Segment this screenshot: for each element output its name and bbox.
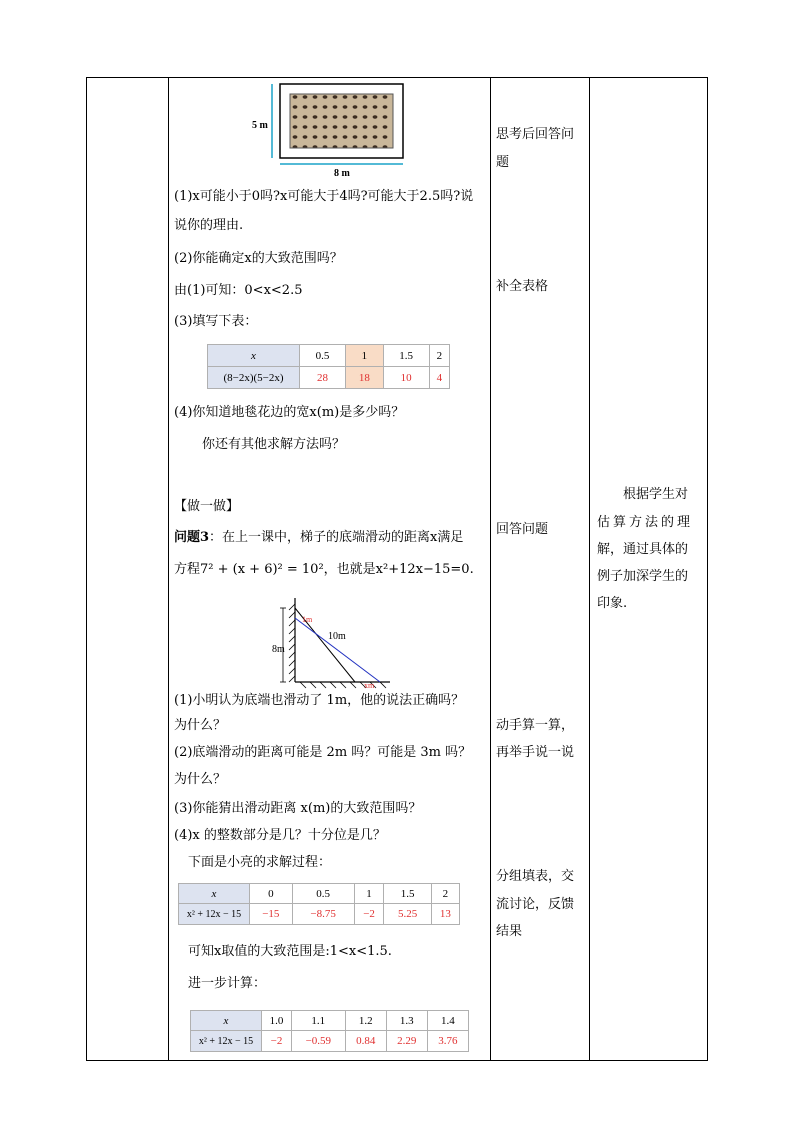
activity-2: 补全表格 bbox=[496, 279, 549, 294]
activity-5-line1: 分组填表，交 bbox=[496, 869, 575, 884]
table-cell: 18 bbox=[346, 367, 384, 389]
table-cell: 0.5 bbox=[292, 884, 354, 904]
table-cell: 0.84 bbox=[345, 1031, 386, 1052]
table-cell: 10 bbox=[383, 367, 429, 389]
problem-text: ：在上一课中，梯子的底端滑动的距离x满足 bbox=[209, 530, 464, 545]
table-cell: 1.5 bbox=[384, 884, 431, 904]
table-3-x-label: x bbox=[191, 1011, 262, 1031]
question-1-line1: (1)x可能小于0吗?x可能大于4吗?可能大于2.5吗?说 bbox=[174, 189, 474, 204]
question-3: (3)填写下表： bbox=[174, 314, 258, 329]
range-result: 可知x取值的大致范围是:1<x<1.5. bbox=[188, 944, 392, 959]
problem-3-line2: 方程7² + (x + 6)² = 10²，也就是x²+12x−15=0. bbox=[174, 562, 474, 577]
carpet-height-label: 5 m bbox=[252, 120, 268, 131]
table-cell: 0.5 bbox=[300, 345, 346, 367]
table-cell: 13 bbox=[431, 904, 459, 925]
ladder-q4: (4)x 的整数部分是几？十分位是几？ bbox=[174, 828, 386, 843]
table-cell: 1 bbox=[346, 345, 384, 367]
table-cell: 28 bbox=[300, 367, 346, 389]
ladder-q1-line2: 为什么？ bbox=[174, 718, 227, 733]
ladder-q3: (3)你能猜出滑动距离 x(m)的大致范围吗？ bbox=[174, 801, 422, 816]
activity-5-line3: 结果 bbox=[496, 924, 523, 939]
activity-1-line1: 思考后回答问 bbox=[496, 127, 575, 142]
ladder-length-label: 10m bbox=[328, 631, 346, 642]
activity-1-line2: 题 bbox=[496, 155, 510, 170]
table-cell: 1.4 bbox=[427, 1011, 468, 1031]
other-method: 你还有其他求解方法吗？ bbox=[202, 437, 346, 452]
table-cell: 1.2 bbox=[345, 1011, 386, 1031]
bottom-slide-label: xm bbox=[364, 681, 375, 690]
intent-line3: 解，通过具体的 bbox=[597, 542, 689, 557]
problem-3-line1 bbox=[174, 530, 463, 546]
range-from-q1: 由(1)可知：0<x<2.5 bbox=[174, 283, 303, 298]
activity-3: 回答问题 bbox=[496, 522, 549, 537]
table-2-expr-label: x² + 12x − 15 bbox=[179, 904, 250, 925]
column-divider bbox=[589, 78, 590, 1060]
ladder-q2-line1: (2)底端滑动的距离可能是 2m 吗？可能是 3m 吗？ bbox=[174, 745, 472, 760]
column-divider bbox=[168, 78, 169, 1060]
solution-process: 下面是小亮的求解过程： bbox=[188, 855, 332, 870]
table-cell: 3.76 bbox=[427, 1031, 468, 1052]
problem-label: 问题3 bbox=[174, 530, 210, 545]
activity-4-line1: 动手算一算， bbox=[496, 718, 575, 733]
table-cell: 2.29 bbox=[386, 1031, 427, 1052]
table-cell: −15 bbox=[250, 904, 293, 925]
activity-4-line2: 再举手说一说 bbox=[496, 745, 575, 760]
table-3 bbox=[190, 1010, 469, 1052]
table-cell: 0 bbox=[250, 884, 293, 904]
table-3-expr-label: x² + 12x − 15 bbox=[191, 1031, 262, 1052]
table-cell: 2 bbox=[431, 884, 459, 904]
column-divider bbox=[490, 78, 491, 1060]
intent-line1: 根据学生对 bbox=[623, 487, 689, 502]
table-2-x-label: x bbox=[179, 884, 250, 904]
table-cell: 1.0 bbox=[262, 1011, 292, 1031]
table-cell: 4 bbox=[429, 367, 449, 389]
table-cell: 5.25 bbox=[384, 904, 431, 925]
further-calc: 进一步计算： bbox=[188, 976, 267, 991]
table-cell: −2 bbox=[262, 1031, 292, 1052]
table-cell: 1 bbox=[354, 884, 384, 904]
table-cell: −8.75 bbox=[292, 904, 354, 925]
intent-line5: 印象. bbox=[597, 596, 628, 611]
table-cell: 1.3 bbox=[386, 1011, 427, 1031]
table-1-x-label: x bbox=[208, 345, 300, 367]
ladder-q1-line1: (1)小明认为底端也滑动了 1m，他的说法正确吗？ bbox=[174, 693, 465, 708]
section-title: 【做一做】 bbox=[174, 499, 240, 514]
table-2 bbox=[178, 883, 460, 925]
table-1 bbox=[207, 344, 450, 389]
table-1-expr-label: (8−2x)(5−2x) bbox=[208, 367, 300, 389]
carpet-figure bbox=[250, 82, 410, 182]
question-2: (2)你能确定x的大致范围吗？ bbox=[174, 251, 343, 266]
top-slide-label: 1m bbox=[302, 615, 313, 624]
table-cell: 1.5 bbox=[383, 345, 429, 367]
table-cell: 1.1 bbox=[291, 1011, 345, 1031]
intent-line2: 估算方法的理 bbox=[597, 515, 694, 530]
intent-line4: 例子加深学生的 bbox=[597, 569, 689, 584]
height-label: 8m bbox=[272, 644, 285, 655]
question-4: (4)你知道地毯花边的宽x(m)是多少吗？ bbox=[174, 405, 405, 420]
table-cell: −2 bbox=[354, 904, 384, 925]
ladder-figure bbox=[270, 596, 400, 692]
carpet-width-label: 8 m bbox=[334, 168, 350, 179]
ladder-q2-line2: 为什么？ bbox=[174, 772, 227, 787]
table-cell: −0.59 bbox=[291, 1031, 345, 1052]
question-1-line2: 说你的理由. bbox=[174, 218, 244, 233]
table-cell: 2 bbox=[429, 345, 449, 367]
activity-5-line2: 流讨论，反馈 bbox=[496, 897, 575, 912]
